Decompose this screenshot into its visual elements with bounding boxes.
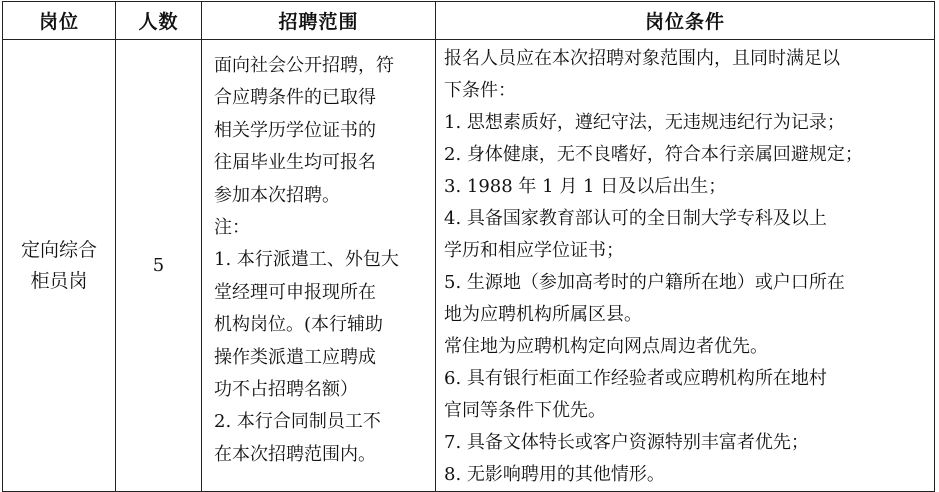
condition-line: 1. 思想素质好，遵纪守法，无违规违纪行为记录； [444,112,845,133]
scope-line: 相关学历学位证书的 [214,119,376,141]
conditions-cell [436,40,935,492]
header-position: 岗位 [3,2,116,40]
scope-cell [202,40,436,492]
position-line: 定向综合 [20,238,97,261]
header-row [3,2,935,40]
scope-line: 1. 本行派遣工、外包大 [214,249,399,271]
scope-line: 堂经理可申报现所在 [214,281,376,303]
count-cell: 5 [116,40,202,492]
condition-line: 7. 具备文体特长或客户资源特别丰富者优先； [444,432,809,453]
condition-line: 6. 具有银行柜面工作经验者或应聘机构所在地村 [444,368,827,389]
recruitment-table [2,1,935,492]
scope-line: 参加本次招聘。 [214,184,340,206]
scope-line: 操作类派遣工应聘成 [214,346,376,368]
condition-line: 2. 身体健康，无不良嗜好，符合本行亲属回避规定； [444,144,863,165]
condition-line: 5. 生源地（参加高考时的户籍所在地）或户口所在 [444,272,845,293]
header-conditions: 岗位条件 [436,2,935,40]
condition-line: 8. 无影响聘用的其他情形。 [444,464,665,485]
scope-line: 合应聘条件的已取得 [214,87,376,109]
condition-line: 3. 1988 年 1 月 1 日及以后出生； [444,176,727,197]
condition-line: 学历和相应学位证书； [444,240,624,261]
scope-line: 往届毕业生均可报名 [214,152,376,174]
condition-line: 下条件： [444,80,516,101]
scope-line: 面向社会公开招聘，符 [214,55,394,76]
condition-line: 地为应聘机构所属区县。 [444,304,642,325]
condition-line: 报名人员应在本次招聘对象范围内，且同时满足以 [444,48,840,69]
scope-line: 机构岗位。(本行辅助 [214,314,384,336]
table-row [3,40,935,492]
condition-line: 4. 具备国家教育部认可的全日制大学专科及以上 [444,208,827,229]
header-count: 人数 [116,2,202,40]
scope-line: 注： [214,217,250,239]
header-scope: 招聘范围 [202,2,436,40]
condition-line: 常住地为应聘机构定向网点周边者优先。 [444,336,768,357]
position-line: 柜员岗 [30,269,88,292]
scope-line: 在本次招聘范围内。 [214,443,376,465]
scope-line: 2. 本行合同制员工不 [214,411,381,433]
scope-line: 功不占招聘名额） [214,379,358,401]
condition-line: 官同等条件下优先。 [444,400,606,421]
position-cell [3,40,116,492]
